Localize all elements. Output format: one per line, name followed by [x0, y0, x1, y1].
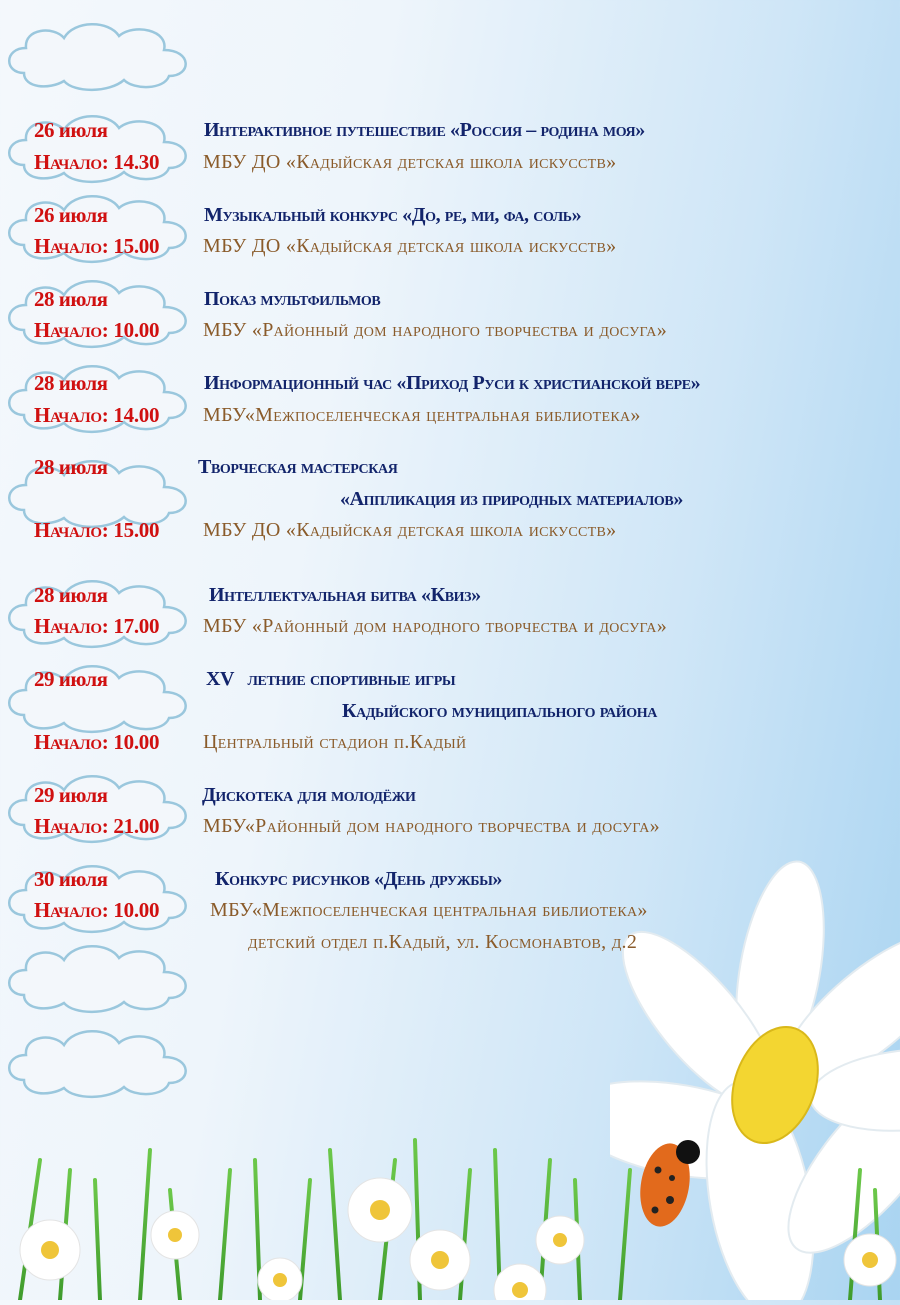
event-date: 28 июля: [34, 371, 108, 395]
event-title: Показ мультфильмов: [204, 288, 381, 310]
event-row: [0, 232, 900, 260]
event-date: 29 июля: [34, 667, 108, 691]
event-date: 28 июля: [34, 583, 108, 607]
start-time: Начало: 15.00: [34, 518, 160, 542]
event-row: [0, 285, 900, 313]
start-time: Начало: 10.00: [34, 318, 160, 342]
start-time: Начало: 15.00: [34, 234, 160, 258]
event-row: [0, 516, 900, 544]
event-place: МБУ ДО «Кадыйская детская школа искусств»: [203, 151, 617, 173]
event-title: Творческая мастерская: [198, 456, 398, 478]
event-title-line2: «Аппликация из природных материалов»: [340, 488, 683, 510]
event-row: [0, 453, 900, 481]
event-row: [0, 665, 900, 693]
event-title-line2: Кадыйского муниципального района: [342, 700, 657, 722]
start-time: Начало: 10.00: [34, 898, 160, 922]
event-title: XV летние спортивные игры: [206, 668, 456, 690]
event-row: [0, 781, 900, 809]
event-row: [0, 697, 900, 725]
start-time: Начало: 14.00: [34, 403, 160, 427]
grass-field: [0, 1120, 900, 1300]
event-row: [0, 201, 900, 229]
event-row: [0, 316, 900, 344]
start-time: Начало: 14.30: [34, 150, 160, 174]
event-title: Интеллектуальная битва «Квиз»: [209, 584, 481, 606]
event-place: МБУ«Межпоселенческая центральная библиотека»: [203, 404, 641, 426]
event-title: Информационный час «Приход Руси к христианской вере»: [204, 372, 701, 394]
start-time: Начало: 17.00: [34, 614, 160, 638]
event-place: МБУ«Районный дом народного творчества и досуга»: [203, 815, 660, 837]
event-row: [0, 728, 900, 756]
event-place: МБУ ДО «Кадыйская детская школа искусств»: [203, 235, 617, 257]
event-row: [0, 812, 900, 840]
event-title: Музыкальный конкурс «До, ре, ми, фа, соль»: [204, 204, 582, 226]
event-date: 29 июля: [34, 783, 108, 807]
event-row: [0, 485, 900, 513]
event-row: [0, 148, 900, 176]
event-place-line2: детский отдел п.Кадый, ул. Космонавтов, д.2: [248, 931, 638, 953]
event-row: [0, 369, 900, 397]
event-date: 28 июля: [34, 455, 108, 479]
event-row: [0, 865, 900, 893]
event-place: Центральный стадион п.Кадый: [203, 731, 467, 753]
event-row: [0, 116, 900, 144]
event-place: МБУ «Районный дом народного творчества и досуга»: [203, 319, 668, 341]
event-date: 26 июля: [34, 203, 108, 227]
event-place: МБУ ДО «Кадыйская детская школа искусств»: [203, 519, 617, 541]
event-date: 28 июля: [34, 287, 108, 311]
event-date: 26 июля: [34, 118, 108, 142]
event-title: Интерактивное путешествие «Россия – родина моя»: [204, 119, 645, 141]
event-row: [0, 612, 900, 640]
event-row: [0, 581, 900, 609]
event-row: [0, 401, 900, 429]
cloud-icon: [4, 1025, 194, 1100]
start-time: Начало: 21.00: [34, 814, 160, 838]
event-row: [0, 896, 900, 924]
event-place: МБУ «Районный дом народного творчества и досуга»: [203, 615, 668, 637]
event-title: Дискотека для молодёжи: [202, 784, 416, 806]
start-time: Начало: 10.00: [34, 730, 160, 754]
event-title: Конкурс рисунков «День дружбы»: [215, 868, 503, 890]
event-place: МБУ«Межпоселенческая центральная библиотека»: [210, 899, 648, 921]
event-row: [0, 928, 900, 956]
event-date: 30 июля: [34, 867, 108, 891]
